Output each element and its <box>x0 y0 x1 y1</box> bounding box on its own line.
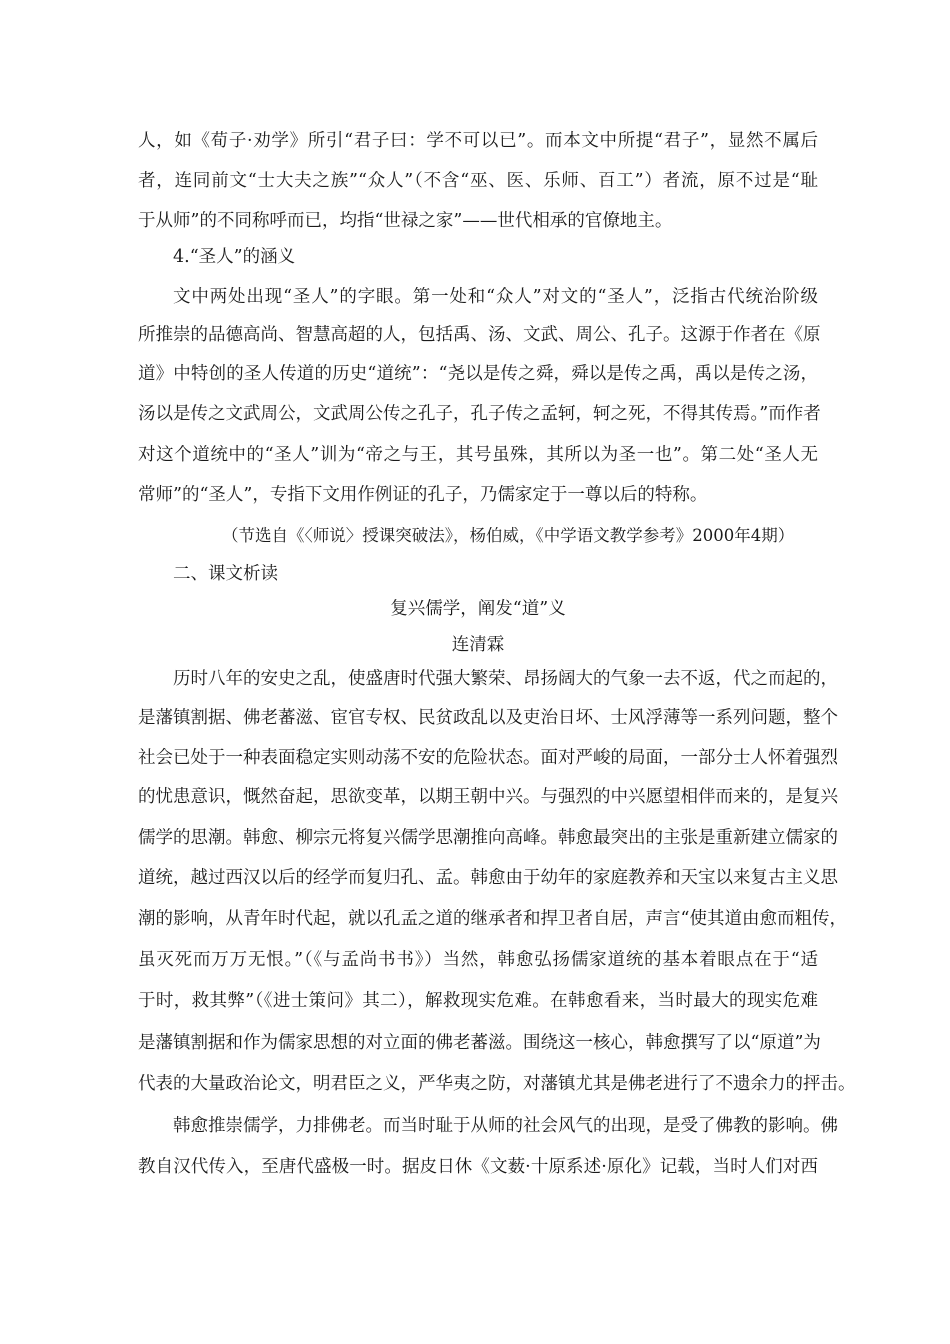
body-text-line: 虽灭死而万万无恨。”（《与孟尚书书》）当然，韩愈弘扬儒家道统的基本着眼点在于“适 <box>138 950 818 970</box>
source-citation: （节选自《〈师说〉授课突破法》，杨伯威，《中学语文教学参考》2000年4期） <box>222 526 795 545</box>
body-text-line: 者，连同前文“士大夫之族”“众人”（不含“巫、医、乐师、百工”）者流，原不过是“耻 <box>138 171 818 191</box>
body-text-line: 历时八年的安史之乱，使盛唐时代强大繁荣、昂扬阔大的气象一去不返，代之而起的， <box>173 669 838 689</box>
body-text-line: 是藩镇割据、佛老蕃滋、宦官专权、民贫政乱以及吏治日坏、士风浮薄等一系列问题，整个 <box>138 708 838 728</box>
body-text-line: 潮的影响，从青年时代起，就以孔孟之道的继承者和捍卫者自居，声言“使其道由愈而粗传， <box>138 909 847 929</box>
body-text-line: 社会已处于一种表面稳定实则动荡不安的危险状态。面对严峻的局面，一部分士人怀着强烈 <box>138 748 838 768</box>
body-text-line: 所推崇的品德高尚、智慧高超的人，包括禹、汤、文武、周公、孔子。这源于作者在《原 <box>138 325 821 345</box>
body-text-line: 道统，越过西汉以后的经学而复归孔、孟。韩愈由于幼年的家庭教养和天宝以来复古主义思 <box>138 868 838 888</box>
section-heading: 二、课文析读 <box>173 564 278 584</box>
body-text-line: 儒学的思潮。韩愈、柳宗元将复兴儒学思潮推向高峰。韩愈最突出的主张是重新建立儒家的 <box>138 828 838 848</box>
body-text-line: 道》中特创的圣人传道的历史“道统”：“尧以是传之舜，舜以是传之禹，禹以是传之汤， <box>138 364 818 384</box>
body-text-line: 于从师”的不同称呼而已，均指“世禄之家”——世代相承的官僚地主。 <box>138 211 673 231</box>
section-heading: 4.“圣人”的涵义 <box>173 247 296 267</box>
body-text-line: 人，如《荀子·劝学》所引“君子曰：学不可以已”。而本文中所提“君子”，显然不属后 <box>138 131 818 151</box>
body-text-line: 于时，救其弊”（《进士策问》其二），解救现实危难。在韩愈看来，当时最大的现实危难 <box>138 991 818 1011</box>
body-text-line: 是藩镇割据和作为儒家思想的对立面的佛老蕃滋。围绕这一核心，韩愈撰写了以“原道”为 <box>138 1033 821 1053</box>
body-text-line: 韩愈推崇儒学，力排佛老。而当时耻于从师的社会风气的出现，是受了佛教的影响。佛 <box>173 1116 838 1136</box>
body-text-line: 文中两处出现“圣人”的字眼。第一处和“众人”对文的“圣人”，泛指古代统治阶级 <box>173 287 818 307</box>
body-text-line: 汤以是传之文武周公，文武周公传之孔子，孔子传之孟轲，轲之死，不得其传焉。”而作者 <box>138 404 821 424</box>
article-author: 连清霖 <box>451 635 505 655</box>
article-title: 复兴儒学，阐发“道”义 <box>390 599 566 619</box>
body-text-line: 的忧患意识，慨然奋起，思欲变革，以期王朝中兴。与强烈的中兴愿望相伴而来的，是复兴 <box>138 787 838 807</box>
body-text-line: 对这个道统中的“圣人”训为“帝之与王，其号虽殊，其所以为圣一也”。第二处“圣人无 <box>138 445 818 465</box>
body-text-line: 常师”的“圣人”，专指下文用作例证的孔子，乃儒家定于一尊以后的特称。 <box>138 485 708 505</box>
body-text-line: 教自汉代传入，至唐代盛极一时。据皮日休《文薮·十原系述·原化》记载，当时人们对西 <box>138 1157 818 1177</box>
body-text-line: 代表的大量政治论文，明君臣之义，严华夷之防，对藩镇尤其是佛老进行了不遗余力的抨击。 <box>138 1074 856 1094</box>
